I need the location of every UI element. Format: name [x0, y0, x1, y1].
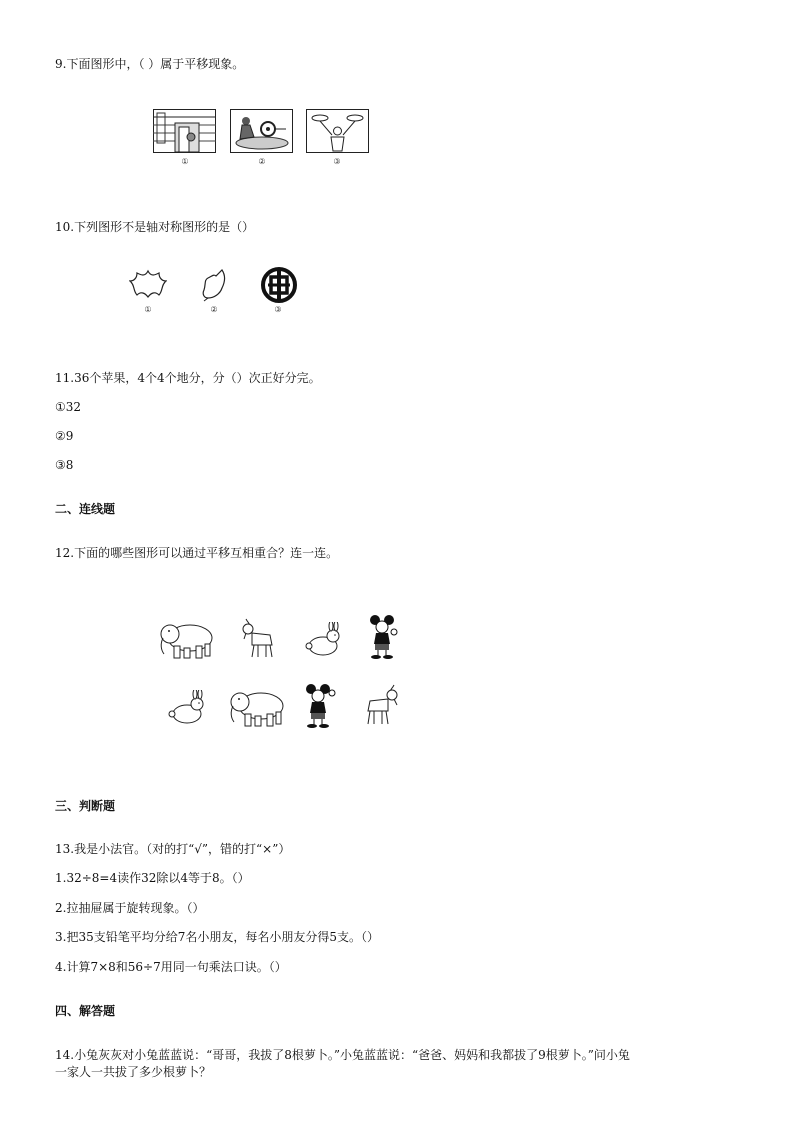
judge-item-4: 4.计算7×8和56÷7用同一句乘法口诀。（）	[55, 960, 287, 974]
elephant-icon	[227, 688, 287, 728]
judge-item-3: 3.把35支铅笔平均分给7名小朋友，每名小朋友分得5支。（）	[55, 930, 379, 944]
rabbit-icon	[165, 690, 205, 726]
house-door-icon	[153, 109, 216, 153]
caption-1: ①	[144, 305, 152, 314]
rabbit-icon	[303, 622, 341, 658]
juggling-person-icon	[306, 109, 369, 153]
section-4-title: 四、解答题	[55, 1004, 116, 1018]
question-13-text: 13.我是小法官。（对的打“√”，错的打“×”）	[55, 842, 291, 856]
elephant-icon	[158, 620, 216, 660]
option-1: ①32	[55, 400, 82, 414]
question-14-line-2: 一家人一共拔了多少根萝卜？	[55, 1065, 212, 1079]
caption-3: ③	[274, 305, 282, 314]
question-12-text: 12.下面的哪些图形可以通过平移互相重合？连一连。	[55, 546, 339, 560]
bank-logo-icon	[261, 267, 297, 303]
section-2-title: 二、连线题	[55, 502, 116, 516]
section-3-title: 三、判断题	[55, 799, 116, 813]
caption-2: ②	[210, 305, 218, 314]
option-3: ③8	[55, 458, 74, 472]
judge-item-1: 1.32÷8=4读作32除以4等于8。（）	[55, 871, 250, 885]
caption-1: ①	[181, 157, 189, 166]
mickey-icon	[302, 683, 338, 729]
question-10-text: 10.下列图形不是轴对称图形的是（）	[55, 220, 255, 234]
goat-icon	[364, 683, 404, 727]
mickey-icon	[366, 614, 400, 660]
caption-2: ②	[258, 157, 266, 166]
caption-3: ③	[333, 157, 341, 166]
goat-icon	[238, 617, 276, 659]
flower-shape-icon	[129, 269, 167, 301]
judge-item-2: 2.拉抽屉属于旋转现象。（）	[55, 901, 205, 915]
question-9-text: 9.下面图形中，（ ）属于平移现象。	[55, 57, 245, 71]
leaf-shape-icon	[200, 268, 228, 302]
sitting-person-icon	[230, 109, 293, 153]
option-2: ②9	[55, 429, 74, 443]
question-11-text: 11.36个苹果，4个4个地分，分（）次正好分完。	[55, 371, 321, 385]
question-14-line-1: 14.小兔灰灰对小兔蓝蓝说：“哥哥，我拔了8根萝卜。”小兔蓝蓝说：“爸爸、妈妈和我都拔了9根萝卜。”问小兔	[55, 1048, 630, 1062]
